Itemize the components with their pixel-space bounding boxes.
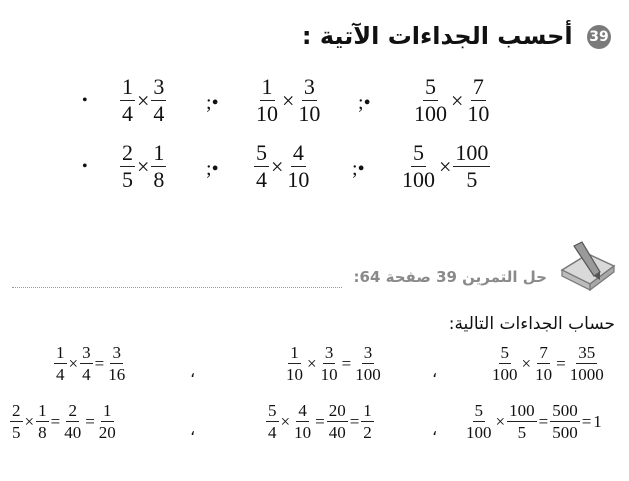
book-pencil-icon [556, 240, 620, 298]
separator: ;• [206, 92, 219, 114]
solution-product: $\frac{5}{100}$ × $\frac{100}{5}$ = $\frac{500}{500}$ = 1 [466, 401, 602, 442]
exercise-product: $\frac{5}{4}$ × $\frac{4}{10}$ [256, 140, 310, 192]
solution-product: $\frac{2}{5}$ × $\frac{1}{8}$ = $\frac{2}{40}$ = $\frac{1}{20}$ [12, 401, 116, 442]
solution-product: $\frac{1}{4}$ × $\frac{3}{4}$ = $\frac{3}{16}$ [56, 343, 126, 384]
exercise-product: $\frac{5}{100}$ × $\frac{7}{10}$ [414, 74, 490, 126]
exercise-product: $\frac{5}{100}$ × $\frac{100}{5}$ [402, 140, 489, 192]
comma: ، [190, 422, 196, 439]
exercise-number-badge: 39 [587, 25, 611, 49]
separator: ;• [358, 92, 371, 114]
comma: ، [190, 364, 196, 381]
bullet: • [82, 158, 88, 175]
solution-header: حل التمرين 39 صفحة 64: [353, 268, 547, 286]
exercise-title [302, 22, 611, 50]
solution-product: $\frac{5}{4}$ × $\frac{4}{10}$ = $\frac{20}{40}$ = $\frac{1}{2}$ [268, 401, 372, 442]
comma: ، [432, 422, 438, 439]
solution-subtitle: حساب الجداءات التالية: [448, 314, 615, 334]
bullet: • [82, 92, 88, 109]
exercise-product: $\frac{2}{5}$ × $\frac{1}{8}$ [122, 140, 165, 192]
solution-product: $\frac{1}{10}$ × $\frac{3}{10}$ = $\frac{3}{100}$ [286, 343, 381, 384]
separator: ;• [352, 158, 365, 180]
exercise-product: $\frac{1}{4}$ × $\frac{3}{4}$ [122, 74, 165, 126]
exercise-title-text: أحسب الجداءات الآتية : [301, 22, 573, 50]
comma: ، [432, 364, 438, 381]
solution-product: $\frac{5}{100}$ × $\frac{7}{10}$ = $\frac{35}{1000}$ [492, 343, 604, 384]
separator: ;• [206, 158, 219, 180]
exercise-product: $\frac{1}{10}$ × $\frac{3}{10}$ [256, 74, 321, 126]
dotted-divider [12, 287, 342, 288]
